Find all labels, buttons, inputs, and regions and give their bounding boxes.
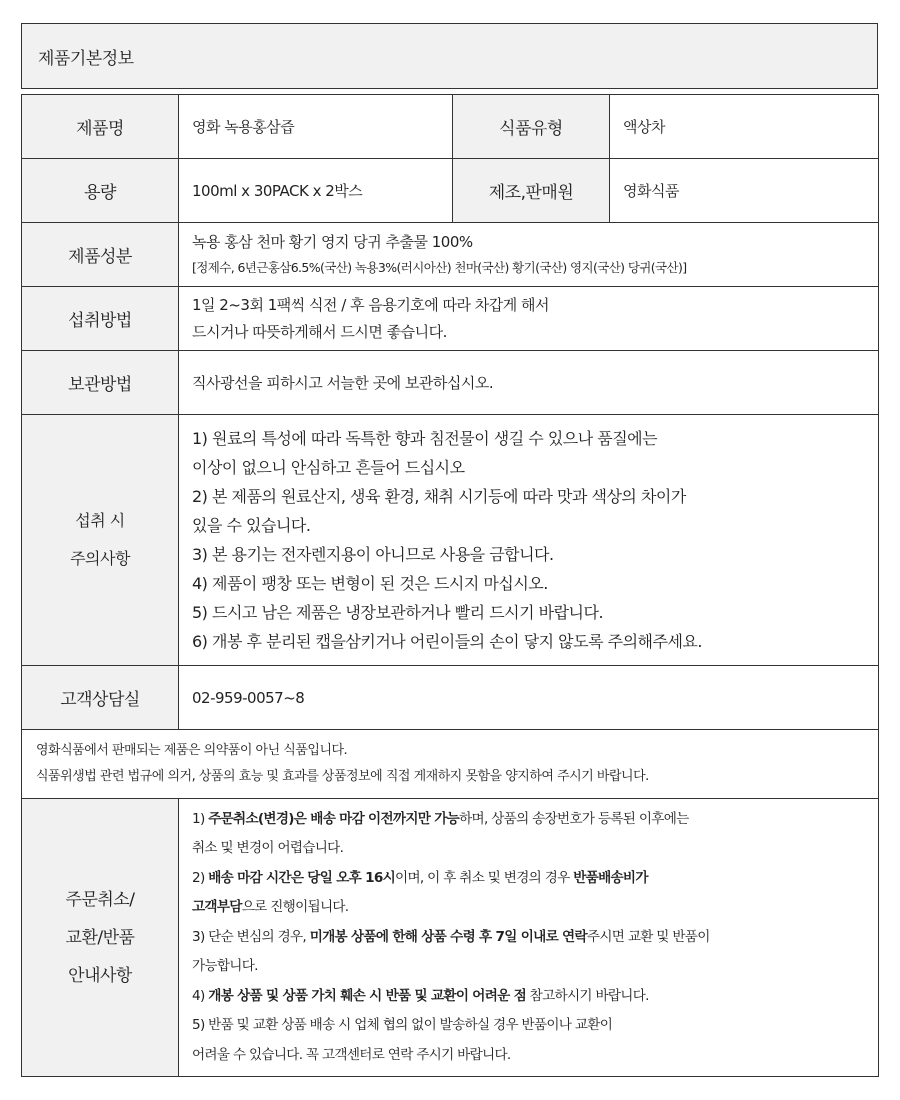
- value-ingredients: [179, 223, 879, 287]
- label-product-name: 제품명: [22, 95, 179, 159]
- cancel-line-3b: 가능합니다.: [192, 958, 258, 975]
- value-cancel-info: [179, 799, 879, 1077]
- value-product-name: 영화 녹용홍삼즙: [179, 95, 453, 159]
- row-notice: [22, 730, 879, 799]
- cancel-line-4: 4) 개봉 상품 및 상품 가치 훼손 시 반품 및 교환이 어려운 점 참고하시기 바랍니다.: [192, 987, 649, 1004]
- label-food-type: 식품유형: [453, 95, 610, 159]
- label-caution-line-2: 주의사항: [70, 549, 130, 568]
- row-customer-center: [22, 666, 879, 730]
- cancel-line-5b: 어려울 수 있습니다. 꼭 고객센터로 연락 주시기 바랍니다.: [192, 1046, 511, 1063]
- row-product-name: [22, 95, 879, 159]
- value-intake: [179, 287, 879, 351]
- cancel-line-3: 3) 단순 변심의 경우, 미개봉 상품에 한해 상품 수령 후 7일 이내로 연락주시면 교환 및 반품이: [192, 928, 710, 945]
- caution-line: 있을 수 있습니다.: [192, 516, 311, 535]
- value-food-type: 액상차: [610, 95, 879, 159]
- caution-line: 이상이 없으니 안심하고 흔들어 드십시오: [192, 458, 465, 477]
- notice-line-1: 영화식품에서 판매되는 제품은 의약품이 아닌 식품입니다.: [36, 743, 348, 758]
- value-customer-center: 02-959-0057~8: [179, 666, 879, 730]
- caution-line: 1) 원료의 특성에 따라 독특한 향과 침전물이 생길 수 있으나 품질에는: [192, 429, 658, 448]
- cancel-line-2b: 고객부담으로 진행이됩니다.: [192, 899, 349, 916]
- value-caution: [179, 415, 879, 666]
- label-cancel-line-2: 교환/반품: [65, 927, 135, 948]
- caution-line: 3) 본 용기는 전자렌지용이 아니므로 사용을 금합니다.: [192, 545, 554, 564]
- cancel-line-1: 1) 주문취소(변경)은 배송 마감 이전까지만 가능하며, 상품의 송장번호가 등록된 이후에는: [192, 810, 689, 827]
- section-title: [21, 23, 878, 89]
- label-manufacturer: 제조,판매원: [453, 159, 610, 223]
- intake-line-1: 1일 2~3회 1팩씩 식전 / 후 음용기호에 따라 차갑게 해서: [192, 295, 550, 314]
- label-volume: 용량: [22, 159, 179, 223]
- cancel-line-1b: 취소 및 변경이 어렵습니다.: [192, 840, 344, 857]
- value-manufacturer: 영화식품: [610, 159, 879, 223]
- row-ingredients: [22, 223, 879, 287]
- label-cancel-line-3: 안내사항: [68, 965, 132, 986]
- value-storage: 직사광선을 피하시고 서늘한 곳에 보관하십시오.: [179, 351, 879, 415]
- caution-line: 6) 개봉 후 분리된 캡을삼키거나 어린이들의 손이 닿지 않도록 주의해주세요.: [192, 632, 702, 651]
- ingredients-detail: [정제수, 6년근홍삼6.5%(국산) 녹용3%(러시아산) 천마(국산) 황기(국산) 영지(국산) 당귀(국산)]: [192, 259, 687, 275]
- label-cancel-info: [22, 799, 179, 1077]
- label-ingredients: 제품성분: [22, 223, 179, 287]
- ingredients-main: 녹용 홍삼 천마 황기 영지 당귀 추출물 100%: [192, 232, 473, 251]
- label-storage: 보관방법: [22, 351, 179, 415]
- section-title-text: 제품기본정보: [38, 48, 134, 69]
- label-cancel-line-1: 주문취소/: [65, 889, 135, 910]
- product-info-table: [21, 94, 879, 1077]
- row-intake: [22, 287, 879, 351]
- label-customer-center: 고객상담실: [22, 666, 179, 730]
- intake-line-2: 드시거나 따뜻하게해서 드시면 좋습니다.: [192, 322, 447, 341]
- row-volume: [22, 159, 879, 223]
- row-caution: [22, 415, 879, 666]
- notice-text: [22, 730, 879, 799]
- cancel-line-2: 2) 배송 마감 시간은 당일 오후 16시이며, 이 후 취소 및 변경의 경우 반품배송비가: [192, 869, 648, 886]
- caution-line: 5) 드시고 남은 제품은 냉장보관하거나 빨리 드시기 바랍니다.: [192, 603, 604, 622]
- notice-line-2: 식품위생법 관련 법규에 의거, 상품의 효능 및 효과를 상품정보에 직접 게재하지 못함을 양지하여 주시기 바랍니다.: [36, 769, 649, 784]
- caution-line: 2) 본 제품의 원료산지, 생육 환경, 채취 시기등에 따라 맛과 색상의 차이가: [192, 487, 686, 506]
- caution-line: 4) 제품이 팽창 또는 변형이 된 것은 드시지 마십시오.: [192, 574, 548, 593]
- row-storage: [22, 351, 879, 415]
- label-caution-line-1: 섭취 시: [75, 511, 125, 530]
- label-caution: [22, 415, 179, 666]
- cancel-line-5: 5) 반품 및 교환 상품 배송 시 업체 협의 없이 발송하실 경우 반품이나 교환이: [192, 1017, 613, 1034]
- value-volume: 100ml x 30PACK x 2박스: [179, 159, 453, 223]
- row-cancel-info: [22, 799, 879, 1077]
- label-intake: 섭취방법: [22, 287, 179, 351]
